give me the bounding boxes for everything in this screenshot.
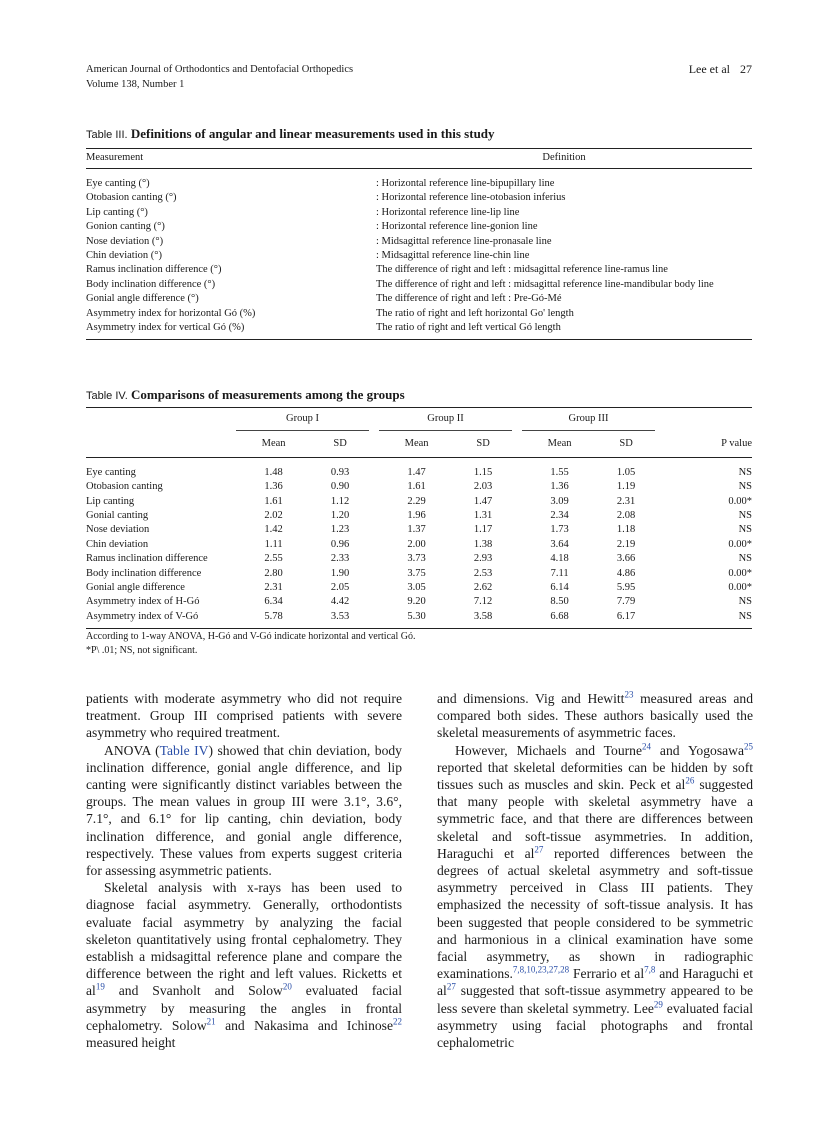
citation-link[interactable]: 26 (685, 775, 695, 786)
value-cell: 1.20 (330, 510, 350, 522)
measurement-cell: Asymmetry index for horizontal Gó (%) (86, 307, 256, 319)
definition-cell: : Horizontal reference line-lip line (376, 206, 520, 218)
value-cell: 0.93 (330, 466, 350, 478)
value-cell: 6.14 (550, 582, 569, 594)
value-cell: 2.31 (616, 495, 636, 507)
table4-body (86, 457, 752, 628)
value-cell: 1.61 (407, 481, 426, 493)
variable-cell: Eye canting (86, 466, 136, 478)
pvalue-cell: NS (738, 510, 752, 522)
value-cell: 3.58 (454, 610, 512, 629)
journal-name: American Journal of Orthodontics and Dentofacial Orthopedics (86, 64, 354, 75)
value-cell: 5.95 (616, 582, 636, 594)
value-cell: 4.42 (330, 596, 350, 608)
table4-row (86, 567, 752, 581)
measurement-cell: Body inclination difference (°) (86, 278, 216, 290)
table4-label: Table IV. (86, 390, 128, 402)
definition-cell: The ratio of right and left vertical Gó length (376, 321, 752, 340)
paragraph: and dimensions. Vig and Hewitt$^{23}$ measured areas and compared both sides. These authors basically used the skeletal measurements of asymmetric faces. (437, 689, 753, 741)
measurement-cell: Eye canting (°) (86, 178, 150, 189)
table4-row (86, 552, 752, 566)
value-cell: 2.34 (550, 510, 569, 522)
pvalue-cell: 0.00* (728, 495, 752, 507)
definition-cell: The difference of right and left : midsagittal reference line-mandibular body line (376, 278, 714, 290)
table4-row (86, 480, 752, 494)
table3-caption (86, 126, 495, 142)
value-cell: 2.55 (264, 553, 283, 565)
running-header (86, 62, 353, 92)
value-cell: 3.66 (616, 553, 636, 565)
definition-cell: The difference of right and left : Pre-Gó-Mé (376, 293, 562, 305)
table3-row (86, 169, 752, 192)
definition-cell: : Midsagittal reference line-pronasale line (376, 235, 552, 247)
table4-row (86, 457, 752, 480)
value-cell: 1.11 (264, 538, 283, 550)
variable-cell: Otobasion canting (86, 481, 163, 493)
value-cell: 1.18 (616, 524, 636, 536)
left-column (86, 690, 402, 1051)
value-cell: 5.78 (236, 610, 311, 629)
header-authors: Lee et al (688, 62, 730, 76)
group-1-header: Group I (236, 408, 369, 431)
value-cell: 2.19 (616, 538, 636, 550)
value-cell: 4.18 (550, 553, 569, 565)
table-link[interactable]: Table IV (159, 742, 209, 758)
mean-header: Mean (379, 431, 454, 457)
table3-row (86, 249, 752, 263)
value-cell: 1.96 (407, 510, 426, 522)
value-cell: 8.50 (550, 596, 569, 608)
pvalue-header: P value (655, 431, 752, 457)
measurement-cell: Chin deviation (°) (86, 250, 162, 262)
paragraph: patients with moderate asymmetry who did not require treatment. Group III comprised patients with severe asymmetry who required treatment. (86, 691, 402, 741)
citation-link[interactable]: 21 (206, 1016, 216, 1027)
variable-cell: Chin deviation (86, 538, 149, 550)
pvalue-cell: NS (738, 466, 752, 478)
table3-body (86, 169, 752, 340)
table3-row (86, 191, 752, 205)
measurement-cell: Ramus inclination difference (°) (86, 264, 222, 276)
value-cell: 1.47 (407, 466, 426, 478)
value-cell: 6.68 (522, 610, 597, 629)
citation-link[interactable]: 7,8,10,23,27,28 (512, 964, 570, 975)
table4-row (86, 509, 752, 523)
pvalue-cell: NS (738, 524, 752, 536)
variable-cell: Body inclination difference (86, 567, 202, 579)
citation-link[interactable]: 27 (534, 844, 544, 855)
table3-row (86, 278, 752, 292)
value-cell: 1.38 (473, 538, 493, 550)
measurement-cell: Gonial angle difference (°) (86, 293, 199, 305)
definition-cell: : Horizontal reference line-bipupillary line (376, 178, 555, 189)
mean-header: Mean (236, 431, 311, 457)
citation-link[interactable]: 27 (446, 981, 456, 992)
variable-cell: Ramus inclination difference (86, 553, 208, 565)
variable-cell: Lip canting (86, 495, 135, 507)
measurement-cell: Lip canting (°) (86, 206, 148, 218)
value-cell: 2.53 (473, 567, 493, 579)
variable-cell: Nose deviation (86, 524, 150, 536)
value-cell: 0.90 (330, 481, 350, 493)
table3-row (86, 321, 752, 340)
citation-link[interactable]: 29 (653, 999, 663, 1010)
value-cell: 3.75 (407, 567, 426, 579)
value-cell: 1.73 (550, 524, 569, 536)
pvalue-cell: NS (738, 481, 752, 493)
value-cell: 7.12 (473, 596, 493, 608)
value-cell: 1.90 (330, 567, 350, 579)
definition-cell: : Horizontal reference line-gonion line (376, 221, 538, 233)
value-cell: 7.79 (616, 596, 636, 608)
value-cell: 3.73 (407, 553, 426, 565)
value-cell: 5.30 (379, 610, 454, 629)
value-cell: 1.15 (473, 466, 493, 478)
paragraph: Skeletal analysis with x-rays has been used to diagnose facial asymmetry. Generally, orthodontists evaluate facial asymmetry by analyzing the facial skeleton quantitatively using frontal cephalometry. They establish a midsagittal reference plane and compare the difference between the right and left values. Ricketts et $al^{19}$ and Svanholt and Solow$^{20}$ evaluated facial asymmetry by measuring the angles in frontal cephalometry. Solow$^{21}$ and Nakasima and Ichinose$^{22}$ measured height (86, 880, 402, 1051)
table4-notes (86, 630, 415, 658)
table3-row (86, 292, 752, 306)
table4-row (86, 581, 752, 595)
citation-link[interactable]: 25 (744, 741, 753, 752)
value-cell: 1.23 (330, 524, 350, 536)
pvalue-cell: NS (738, 553, 752, 565)
measurement-cell: Otobasion canting (°) (86, 192, 177, 204)
table3 (86, 148, 752, 340)
citation-link[interactable]: 23 (624, 689, 634, 700)
group-2-header: Group II (379, 408, 512, 431)
table4-title: Comparisons of measurements among the groups (131, 387, 405, 402)
page-number: 27 (740, 62, 752, 76)
citation-link[interactable]: 20 (282, 981, 292, 992)
value-cell: 1.05 (616, 466, 636, 478)
citation-link[interactable]: 7,8 (644, 964, 656, 975)
value-cell: 1.17 (473, 524, 493, 536)
value-cell: 4.86 (616, 567, 636, 579)
table3-row (86, 235, 752, 249)
table4-row (86, 495, 752, 509)
measurement-cell: Gonion canting (°) (86, 221, 165, 233)
value-cell: 2.29 (407, 495, 426, 507)
table4-row (86, 595, 752, 609)
variable-cell: Gonial canting (86, 510, 149, 522)
value-cell: 1.37 (407, 524, 426, 536)
value-cell: 2.03 (473, 481, 493, 493)
value-cell: 1.31 (473, 510, 493, 522)
right-column (437, 690, 753, 1051)
measurement-cell: Asymmetry index for vertical Gó (%) (86, 321, 376, 340)
table4-row (86, 610, 752, 629)
journal-volume: Volume 138, Number 1 (86, 79, 185, 90)
table4-row (86, 538, 752, 552)
pvalue-cell: 0.00* (728, 582, 752, 594)
value-cell: 2.62 (473, 582, 493, 594)
value-cell: 9.20 (407, 596, 426, 608)
table3-row (86, 206, 752, 220)
definition-cell: The difference of right and left : midsagittal reference line-ramus line (376, 264, 668, 276)
citation-link[interactable]: 19 (95, 981, 105, 992)
value-cell: 2.31 (264, 582, 283, 594)
value-cell: 3.05 (407, 582, 426, 594)
definition-cell: The ratio of right and left horizontal Go' length (376, 307, 574, 319)
table3-label: Table III. (86, 129, 128, 141)
value-cell: 2.33 (330, 553, 350, 565)
value-cell: 2.08 (616, 510, 636, 522)
table3-row (86, 263, 752, 277)
value-cell: 2.02 (264, 510, 283, 522)
variable-cell: Asymmetry index of H-Gó (86, 596, 200, 608)
citation-link[interactable]: 22 (393, 1016, 402, 1027)
sd-header: SD (454, 431, 512, 457)
measurement-cell: Nose deviation (°) (86, 235, 164, 247)
definition-cell: : Horizontal reference line-otobasion inferius (376, 192, 566, 204)
value-cell: 3.09 (550, 495, 569, 507)
pvalue-cell: 0.00* (728, 538, 752, 550)
paragraph: ANOVA (Table IV) showed that chin deviation, body inclination difference, gonial angle difference, and lip canting were significantly distinct variables between the groups. The mean values in group III were 3.1°, 3.6°, 7.1°, and 6.1° for lip canting, chin deviation, body inclination difference, and gonial angle difference, respectively. These values from experts suggest criteria for assessing asymmetric patients. (86, 742, 402, 879)
sd-header: SD (311, 431, 369, 457)
value-cell: 0.96 (330, 538, 350, 550)
value-cell: 3.64 (550, 538, 569, 550)
value-cell: 1.42 (264, 524, 283, 536)
value-cell: 1.61 (264, 495, 283, 507)
value-cell: 2.05 (330, 582, 350, 594)
table4-note-2: *P\ .01; NS, not significant. (86, 645, 198, 656)
definition-cell: : Midsagittal reference line-chin line (376, 250, 530, 262)
table3-header-measurement: Measurement (86, 149, 376, 169)
header-right (679, 62, 752, 77)
table4-note-1: According to 1-way ANOVA, H-Gó and V-Gó indicate horizontal and vertical Gó. (86, 631, 416, 642)
table4 (86, 407, 752, 629)
value-cell: 7.11 (550, 567, 569, 579)
table4-caption (86, 387, 405, 403)
value-cell: 6.17 (597, 610, 655, 629)
mean-header: Mean (522, 431, 597, 457)
citation-link[interactable]: 24 (641, 741, 651, 752)
pvalue-cell: NS (738, 596, 752, 608)
variable-cell: Gonial angle difference (86, 582, 185, 594)
pvalue-cell: NS (655, 610, 752, 629)
table3-header-definition: Definition (376, 149, 752, 169)
value-cell: 1.47 (473, 495, 493, 507)
value-cell: 1.12 (330, 495, 350, 507)
table3-row (86, 307, 752, 321)
value-cell: 1.36 (550, 481, 569, 493)
value-cell: 1.36 (264, 481, 283, 493)
value-cell: 2.80 (264, 567, 283, 579)
value-cell: 3.53 (311, 610, 369, 629)
group-3-header: Group III (522, 408, 655, 431)
table4-row (86, 523, 752, 537)
value-cell: 1.55 (550, 466, 569, 478)
value-cell: 6.34 (264, 596, 283, 608)
table3-row (86, 220, 752, 234)
value-cell: 2.93 (473, 553, 493, 565)
table3-title: Definitions of angular and linear measurements used in this study (130, 126, 495, 141)
value-cell: 1.19 (616, 481, 636, 493)
pvalue-cell: 0.00* (728, 567, 752, 579)
sd-header: SD (597, 431, 655, 457)
value-cell: 1.48 (264, 466, 283, 478)
variable-cell: Asymmetry index of V-Gó (86, 610, 236, 629)
value-cell: 2.00 (407, 538, 426, 550)
paragraph: However, Michaels and Tourne$^{24}$ and Yogosawa$^{25}$ reported that skeletal deformities can be hidden by soft tissues such as muscles and skin. Peck et $al^{26}$ suggested that many people with skeletal asymmetry have a symmetric face, and that there are differences between skeletal and soft-tissue asymmetries. In addition, Haraguchi et $al^{27}$ reported differences between the degrees of actual skeletal asymmetry and soft-tissue asymmetry perceived in Class III patients. They emphasized the necessity of soft-tissue analysis. It has been suggested that people considered to be symmetric and harmonious in a clinical examination have some facial asymmetry, as shown in radiographic examinations.$^{7,8,10,23,27,28}$ Ferrario et al$^{7,8}$ and Haraguchi et $al^{27}$ suggested that soft-tissue asymmetry appeared to be less severe than skeletal symmetry. Lee$^{29}$ evaluated facial asymmetry using facial photographs and frontal cephalometric (437, 741, 753, 1051)
